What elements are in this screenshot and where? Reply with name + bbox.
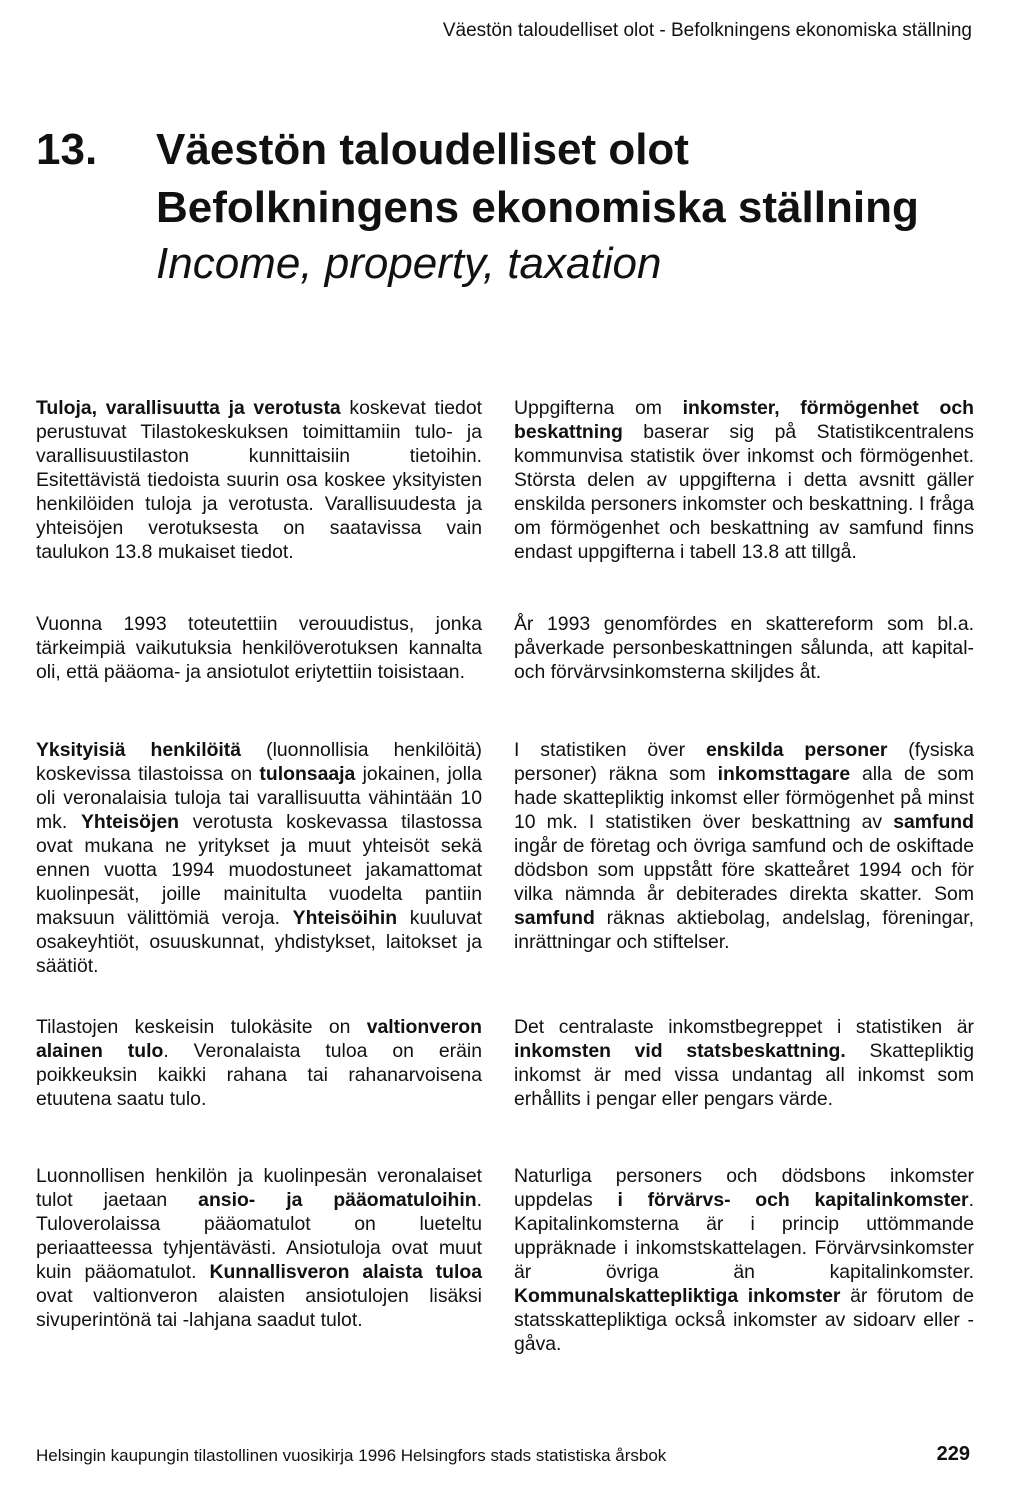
text-run: jokainen, jolla oli veronalaisia tuloja tai varallisuutta vähintään 10 mk. (36, 763, 482, 833)
chapter-title-en: Income, property, taxation (156, 239, 662, 288)
sv-paragraph-1 (514, 396, 974, 612)
chapter-title-block (156, 125, 919, 288)
bold-term: ansio- ja pääomatuloihin (198, 1189, 477, 1211)
bold-term: i förvärvs- och kapitalinkomster (617, 1189, 969, 1211)
text-run: alla de som hade skattepliktig inkomst eller förmögenhet på minst 10 mk. I statistiken över beskattning av (514, 763, 974, 833)
bold-term: Kunnallisveron alaista tuloa (209, 1261, 482, 1283)
bold-term: Yhteisöihin (292, 907, 398, 929)
text-run: verotusta koskevassa tilastossa ovat mukana ne yritykset ja muut yhteisöt sekä ennen vuotta 1994 muodostuneet jakamattomat kuolinpesät, joille mainitulta vuodelta pantiin maksuun välittömiä veroja. (36, 811, 482, 929)
text-run: . Kapitalinkomsterna är i princip uttömmande uppräknade i inkomstskattelagen. Förvärvsinkomster är övriga än kapitalinkomster. (514, 1189, 974, 1283)
sv-paragraph-5 (514, 1164, 974, 1356)
text-run: koskevat tiedot perustuvat Tilastokeskuksen toimittamiin tulo- ja varallisuustilaston kunnittaisiin tietoihin. Esitettävistä tiedoista suurin osa koskee yksityisten henkilöiden tuloja ja verotusta. Varallisuudesta ja yhteisöjen verotuksesta on saatavissa vain taulukon 13.8 mukaiset tiedot. (36, 397, 482, 563)
fi-paragraph-3 (36, 738, 482, 1015)
text-run: Uppgifterna om (514, 397, 683, 419)
running-header: Väestön taloudelliset olot - Befolkningens ekonomiska ställning (442, 20, 972, 41)
footer-publication-title: Helsingin kaupungin tilastollinen vuosikirja 1996 Helsingfors stads statistiska årsbok (36, 1446, 667, 1465)
bold-term: inkomsttagare (717, 763, 851, 785)
text-run: baserar sig på Statistikcentralens kommunvisa statistik över inkomst och förmögenhet. Största delen av uppgifterna i detta avsnitt gäller enskilda personers inkomster och beskattning. I fråga om förmögenhet och beskattning av samfund finns endast uppgifterna i tabell 13.8 att tillgå. (514, 421, 974, 563)
text-run: är förutom de statsskattepliktiga också inkomster av sidoarv eller -gåva. (514, 1285, 974, 1355)
text-run: Det centralaste inkomstbegreppet i statistiken är (514, 1016, 974, 1038)
text-run: Luonnollisen henkilön ja kuolinpesän veronalaiset tulot jaetaan (36, 1165, 482, 1211)
text-run: Skattepliktig inkomst är med vissa undantag all inkomst som erhållits i pengar eller pengars värde. (514, 1040, 975, 1110)
text-run: (fysiska personer) räkna som (514, 739, 974, 785)
bold-term: Yksityisiä henkilöitä (36, 739, 242, 761)
text-run: I statistiken över (514, 739, 706, 761)
sv-paragraph-4 (514, 1015, 974, 1164)
bold-term: Tuloja, varallisuutta ja verotusta (36, 397, 341, 419)
bold-term: Yhteisöjen (80, 811, 179, 833)
text-run: . Tuloverolaissa pääomatulot on lueteltu periaatteessa tyhjentävästi. Ansiotuloja ovat muut kuin pääomatulot. (36, 1189, 482, 1283)
bold-term: inkomster, förmögenhet och beskattning (514, 397, 974, 443)
text-run: Tilastojen keskeisin tulokäsite on (36, 1016, 367, 1038)
finnish-column (36, 396, 482, 1332)
bold-term: samfund (893, 811, 974, 833)
text-run: räknas aktiebolag, andelslag, föreningar, inrättningar och stiftelser. (514, 907, 974, 953)
bold-term: enskilda personer (705, 739, 888, 761)
fi-paragraph-5 (36, 1164, 482, 1332)
sv-paragraph-3 (514, 738, 974, 1015)
page-number: 229 (936, 1443, 970, 1465)
text-run: kuuluvat osakeyhtiöt, osuuskunnat, yhdistykset, laitokset ja säätiöt. (36, 907, 482, 977)
bold-term: samfund (514, 907, 595, 929)
text-run: Vuonna 1993 toteutettiin verouudistus, jonka tärkeimpiä vaikutuksia henkilöverotuksen kannalta oli, että pääoma- ja ansiotulot eriytettiin toisistaan. (36, 613, 482, 683)
text-run: . Veronalaista tuloa on eräin poikkeuksin kaikki rahana tai rahanarvoisena etuutena saatu tulo. (36, 1040, 482, 1110)
text-run: Naturliga personers och dödsbons inkomster uppdelas (514, 1165, 974, 1211)
bold-term: valtionveron alainen tulo (36, 1016, 482, 1062)
sv-paragraph-2 (514, 612, 974, 738)
chapter-number: 13. (36, 125, 98, 174)
chapter-title-fi: Väestön taloudelliset olot (156, 125, 689, 174)
text-run: (luonnollisia henkilöitä) koskevissa tilastoissa on (36, 739, 482, 785)
text-run: ingår de företag och övriga samfund och de oskiftade dödsbon som uppstått före skatteåret 1994 och för vilka nämnda år debiterades direkta skatter. Som (514, 835, 974, 905)
fi-paragraph-2 (36, 612, 482, 738)
bold-term: inkomsten vid statsbeskattning. (514, 1040, 846, 1062)
chapter-title-sv: Befolkningens ekonomiska ställning (156, 183, 919, 232)
text-run: År 1993 genomfördes en skattereform som bl.a. påverkade personbeskattningen sålunda, att kapital- och förvärvsinkomsterna skiljdes åt. (514, 613, 974, 683)
bold-term: tulonsaaja (259, 763, 356, 785)
swedish-column (514, 396, 974, 1356)
bold-term: Kommunalskattepliktiga inkomster (514, 1285, 841, 1307)
fi-paragraph-1 (36, 396, 482, 612)
fi-paragraph-4 (36, 1015, 482, 1164)
text-run: ovat valtionveron alaisten ansiotulojen lisäksi sivuperintönä tai -lahjana saadut tulot. (36, 1285, 482, 1331)
